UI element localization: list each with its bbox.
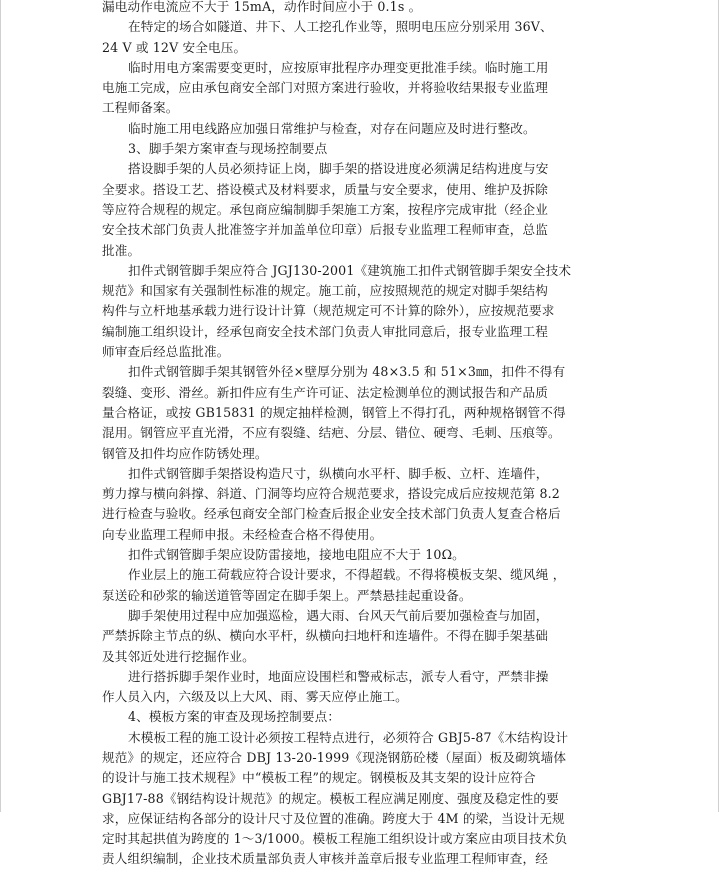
document-line: 在特定的场合如隧道、井下、人工挖孔作业等，照明电压应分别采用 36V、	[128, 19, 553, 35]
page-edge-left	[0, 0, 1, 812]
document-line: 扣件式钢管脚手架应符合 JGJ130-2001《建筑施工扣件式钢管脚手架安全技术	[128, 262, 572, 278]
document-line: 责人组织编制，企业技术质量部负责人审核并盖章后报专业监理工程师审查，经	[102, 851, 549, 867]
document-line: 规范》的规定，还应符合 DBJ 13-20-1999《现浇钢筋砼楼（屋面）板及砌筑墙体	[102, 749, 567, 765]
document-line: 全要求。搭设工艺、搭设模式及材料要求，质量与安全要求，使用、维护及拆除	[102, 181, 549, 197]
document-line: 4、模板方案的审查及现场控制要点：	[128, 709, 341, 725]
document-line: 临时施工用电线路应加强日常维护与检查，对存在问题应及时进行整改。	[128, 120, 536, 136]
document-line: 临时用电方案需要变更时，应按原审批程序办理变更批准手续。临时施工用	[128, 59, 549, 75]
document-body	[102, 0, 618, 870]
document-line: 等应符合规程的规定。承包商应编制脚手架施工方案，按程序完成审批（经企业	[102, 201, 549, 217]
document-line: 裂缝、变形、滑丝。新扣件应有生产许可证、法定检测单位的测试报告和产品质	[102, 384, 549, 400]
document-line: 批准。	[102, 242, 141, 258]
document-line: 漏电动作电流应不大于 15mA，动作时间应小于 0.1s 。	[102, 0, 422, 14]
document-line: 进行搭拆脚手架作业时，地面应设围栏和警戒标志，派专人看守，严禁非操	[128, 668, 549, 684]
document-line: 24 V 或 12V 安全电压。	[102, 39, 247, 55]
document-line: 量合格证，或按 GB15831 的规定抽样检测，钢管上不得打孔，两种规格钢管不得	[102, 404, 566, 420]
document-line: GBJ17-88《钢结构设计规范》的规定。模板工程应满足刚度、强度及稳定性的要	[102, 790, 559, 806]
document-line: 的设计与施工技术规程》中“模板工程”的规定。钢模板及其支架的设计应符合	[102, 770, 536, 786]
document-line: 严禁拆除主节点的纵、横向水平杆，纵横向扫地杆和连墙件。不得在脚手架基础	[102, 628, 549, 644]
document-line: 工程师备案。	[102, 100, 179, 116]
document-line: 作人员入内，六级及以上大风、雨、雾天应停止施工。	[102, 689, 408, 705]
document-line: 构件与立杆地基承载力进行设计计算（规范规定可不计算的除外），应按规范要求	[102, 303, 555, 319]
document-line: 扣件式钢管脚手架搭设构造尺寸，纵横向水平杆、脚手板、立杆、连墙件，	[128, 465, 549, 481]
document-line: 定时其起拱值为跨度的 1～3/1000。模板工程施工组织设计或方案应由项目技术负	[102, 831, 568, 847]
document-line: 剪力撑与横向斜撑、斜道、门洞等均应符合规范要求，搭设完成后应按规范第 8.2	[102, 486, 560, 502]
document-line: 进行检查与验收。经承包商安全部门检查后报企业安全技术部门负责人复查合格后	[102, 506, 561, 522]
document-line: 规范》和国家有关强制性标准的规定。施工前，应按照规范的规定对脚手架结构	[102, 283, 549, 299]
document-line: 及其邻近处进行挖掘作业。	[102, 648, 255, 664]
document-line: 师审查后经总监批准。	[102, 344, 230, 360]
document-line: 木模板工程的施工设计必须按工程特点进行，必须符合 GBJ5-87《木结构设计	[128, 729, 569, 745]
document-line: 扣件式钢管脚手架应设防雷接地，接地电阻应不大于 10Ω。	[128, 547, 465, 563]
document-page	[102, 0, 618, 867]
document-line: 搭设脚手架的人员必须持证上岗，脚手架的搭设进度必须满足结构进度与安	[128, 161, 549, 177]
document-line: 3、脚手架方案审查与现场控制要点	[128, 141, 328, 157]
document-line: 混用。钢管应平直光滑，不应有裂缝、结疤、分层、错位、硬弯、毛刺、压痕等。	[102, 425, 561, 441]
document-line: 扣件式钢管脚手架其钢管外径×壁厚分别为 48×3.5 和 51×3㎜，扣件不得有	[128, 364, 566, 380]
document-line: 泵送砼和砂浆的输送道管等固定在脚手架上。严禁悬挂起重设备。	[102, 587, 472, 603]
document-line: 安全技术部门负责人批准签字并加盖单位印章）后报专业监理工程师审查，总监	[102, 222, 549, 238]
document-line: 脚手架使用过程中应加强巡检，遇大雨、台风天气前后要加强检查与加固，	[128, 607, 549, 623]
document-line: 电施工完成，应由承包商安全部门对照方案进行验收，并将验收结果报专业监理	[102, 80, 549, 96]
document-line: 求，应保证结构各部分的设计尺寸及位置的准确。跨度大于 4M 的梁，当设计无规	[102, 810, 565, 826]
document-line: 向专业监理工程师申报。未经检查合格不得使用。	[102, 526, 383, 542]
document-line: 编制施工组织设计，经承包商安全技术部门负责人审批同意后，报专业监理工程	[102, 323, 549, 339]
document-line: 作业层上的施工荷载应符合设计要求，不得超载。不得将模板支架、缆风绳 ，	[128, 567, 566, 583]
document-line: 钢管及扣件均应作防锈处理。	[102, 445, 268, 461]
